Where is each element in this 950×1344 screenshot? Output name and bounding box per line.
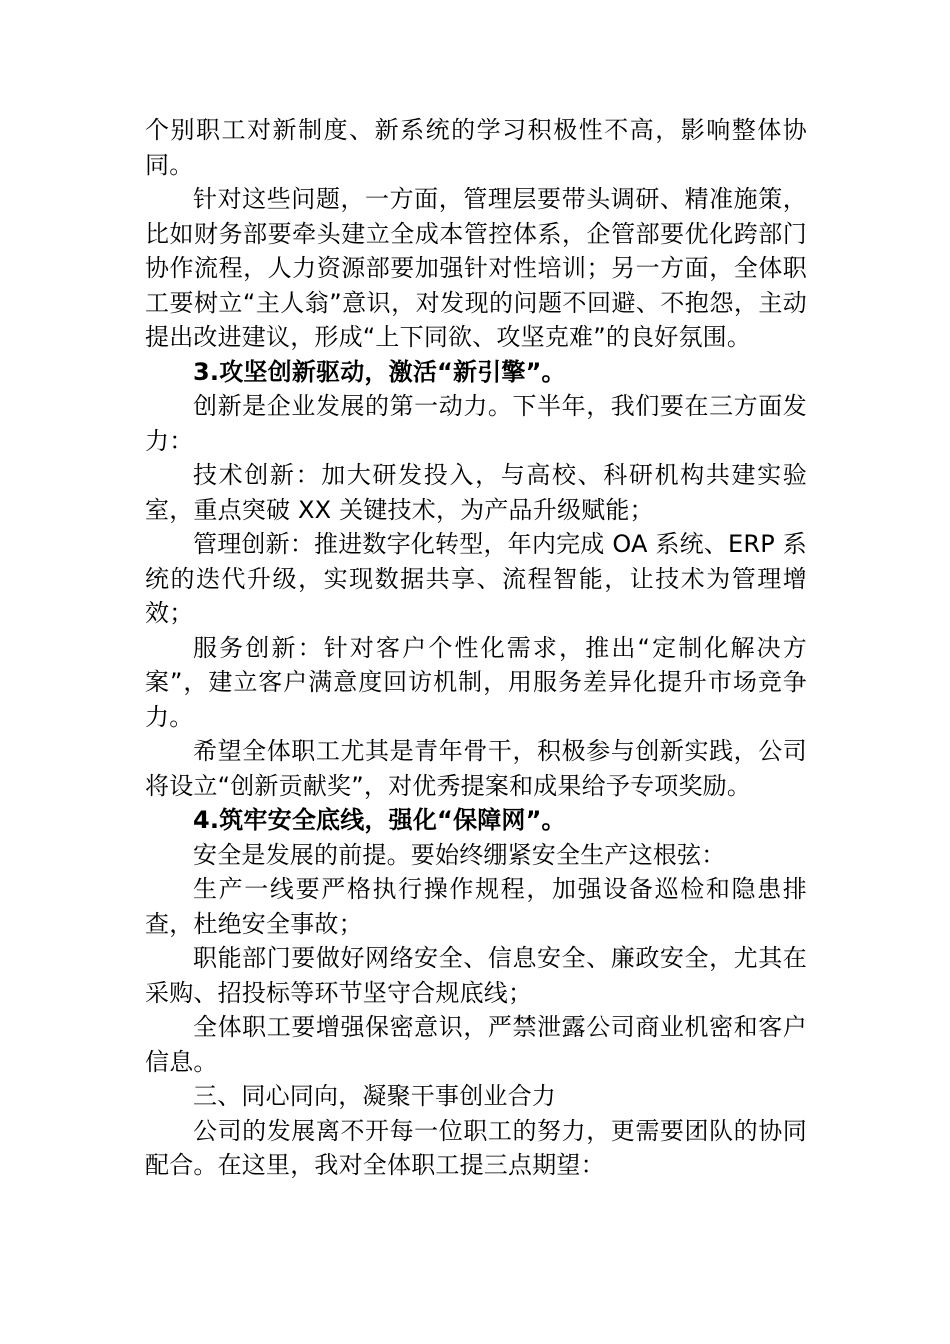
paragraph-management-innovation: 管理创新：推进数字化转型，年内完成 OA 系统、ERP 系统的迭代升级，实现数据共享、流程智能，让技术为管理增效；	[145, 530, 807, 627]
paragraph-innovation-award: 希望全体职工尤其是青年骨干，积极参与创新实践，公司将设立“创新贡献奖”，对优秀提案和成果给予专项奖励。	[145, 737, 807, 800]
paragraph-functional-safety: 职能部门要做好网络安全、信息安全、廉政安全，尤其在采购、招投标等环节坚守合规底线；	[145, 944, 807, 1007]
section-heading-unity: 三、同心同向，凝聚干事创业合力	[193, 1082, 556, 1110]
paragraph-unity-intro: 公司的发展离不开每一位职工的努力，更需要团队的协同配合。在这里，我对全体职工提三点期望：	[145, 1116, 807, 1179]
paragraph-confidentiality: 全体职工要增强保密意识，严禁泄露公司商业机密和客户信息。	[145, 1013, 807, 1076]
paragraph-tech-innovation: 技术创新：加大研发投入，与高校、科研机构共建实验室，重点突破 XX 关键技术，为产品升级赋能；	[145, 461, 807, 524]
paragraph-production-safety: 生产一线要严格执行操作规程，加强设备巡检和隐患排查，杜绝安全事故；	[145, 875, 807, 938]
paragraph-safety-intro: 安全是发展的前提。要始终绷紧安全生产这根弦：	[193, 840, 726, 869]
document-body	[145, 113, 807, 1183]
paragraph-continuation: 个别职工对新制度、新系统的学习积极性不高，影响整体协同。	[145, 116, 807, 179]
paragraph-problem-response: 针对这些问题，一方面，管理层要带头调研、精准施策，比如财务部要牵头建立全成本管控体系，企管部要优化跨部门协作流程，人力资源部要加强针对性培训；另一方面，全体职工要树立“主人翁”意识，对发现的问题不回避、不抱怨，主动提出改进建议，形成“上下同欲、攻坚克难”的良好氛围。	[145, 185, 807, 351]
section-heading-innovation: 3.攻坚创新驱动，激活“新引擎”。	[193, 357, 566, 386]
paragraph-innovation-intro: 创新是企业发展的第一动力。下半年，我们要在三方面发力：	[145, 392, 807, 455]
section-heading-safety: 4.筑牢安全底线，强化“保障网”。	[193, 806, 566, 834]
paragraph-service-innovation: 服务创新：针对客户个性化需求，推出“定制化解决方案”，建立客户满意度回访机制，用服务差异化提升市场竞争力。	[145, 633, 807, 731]
